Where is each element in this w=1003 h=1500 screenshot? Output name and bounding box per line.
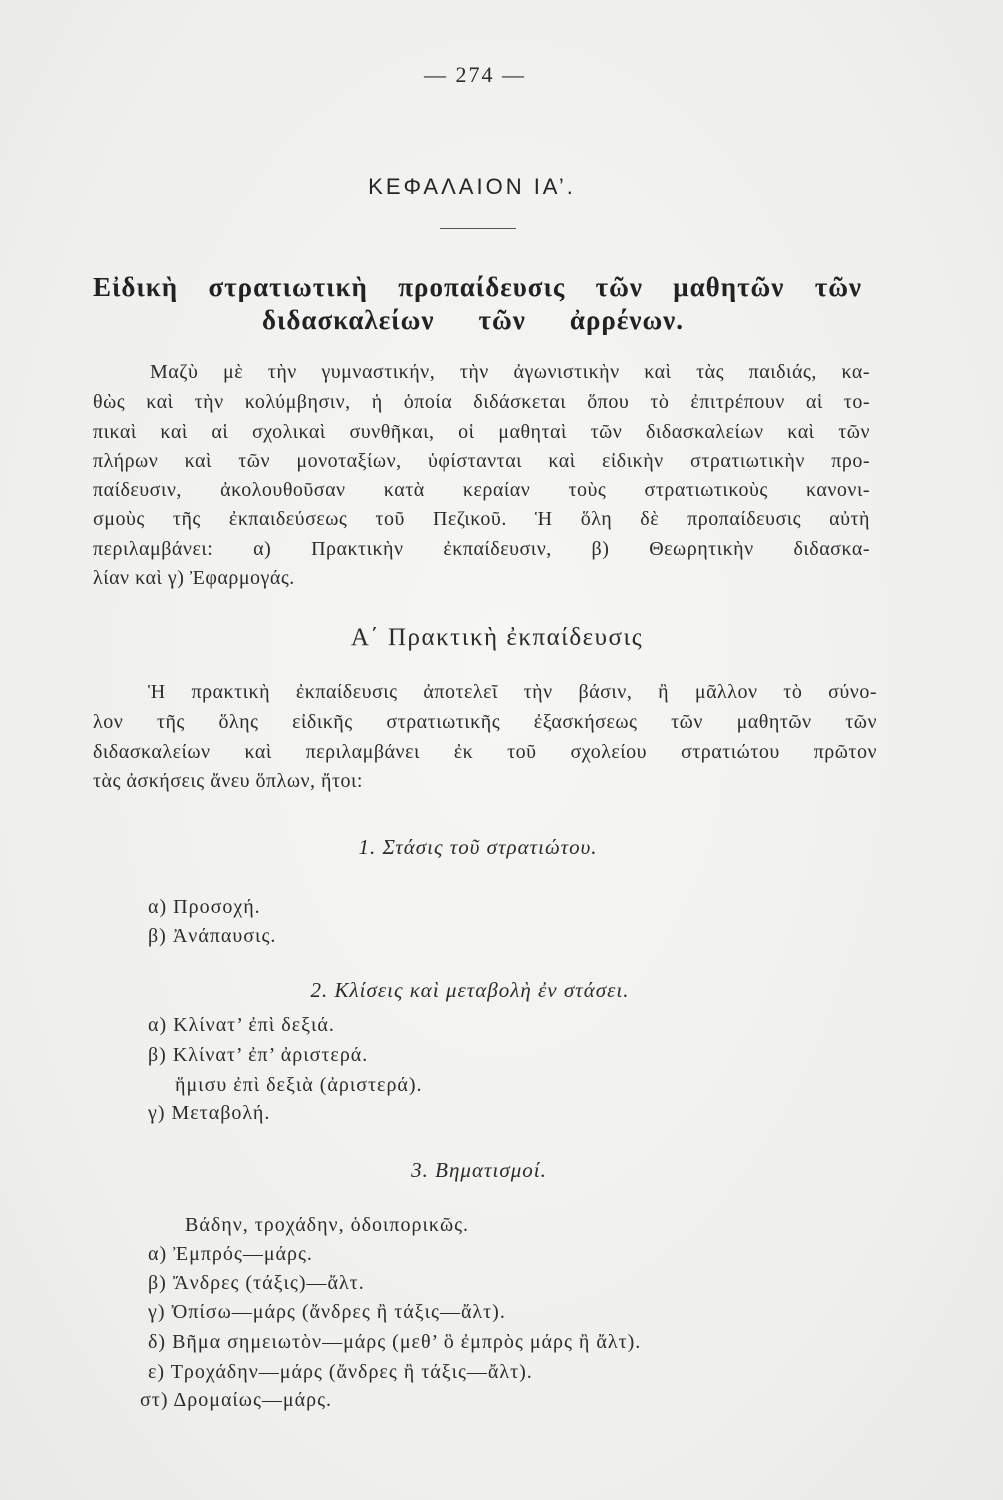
section-paragraph-line: λον τῆς ὅλης εἰδικῆς στρατιωτικῆς ἐξασκήσεως τῶν μαθητῶν τῶν	[93, 711, 877, 733]
intro-paragraph-line: πλήρων καὶ τῶν μονοταξίων, ὑφίστανται καὶ εἰδικὴν στρατιωτικὴν προ-	[93, 450, 870, 472]
list-item: γ) Μεταβολή.	[148, 1102, 271, 1124]
list-item: ἥμισυ ἐπὶ δεξιὰ (ἀριστερά).	[175, 1074, 423, 1096]
subsection-heading: 3. Βηματισμοί.	[411, 1158, 547, 1182]
intro-paragraph-line: σμοὺς τῆς ἐκπαιδεύσεως τοῦ Πεζικοῦ. Ἡ ὅλη δὲ προπαίδευσις αὐτὴ	[93, 508, 870, 530]
section-paragraph-line: διδασκαλείων καὶ περιλαμβάνει ἐκ τοῦ σχολείου στρατιώτου πρῶτον	[93, 741, 877, 763]
list-item: γ) Ὀπίσω—μάρς (ἄνδρες ἢ τάξις—ἄλτ).	[148, 1301, 506, 1323]
subsection-heading: 1. Στάσις τοῦ στρατιώτου.	[358, 835, 598, 859]
intro-paragraph-line: θὼς καὶ τὴν κολύμβησιν, ἡ ὁποία διδάσκεται ὅπου τὸ ἐπιτρέπουν αἱ το-	[93, 391, 870, 413]
list-item: δ) Βῆμα σημειωτὸν—μάρς (μεθ’ ὃ ἐμπρὸς μάρς ἢ ἄλτ).	[148, 1331, 642, 1353]
intro-paragraph-line: παίδευσιν, ἀκολουθοῦσαν κατὰ κεραίαν τοὺς στρατιωτικοὺς κανονι-	[93, 479, 870, 501]
intro-paragraph-line: πικαὶ καὶ αἱ σχολικαὶ συνθῆκαι, οἱ μαθηταὶ τῶν διδασκαλείων καὶ τῶν	[93, 421, 870, 443]
chapter-heading: ΚΕΦΑΛΑΙΟΝ ΙΑ’.	[368, 174, 576, 199]
list-item: α) Ἐμπρός—μάρς.	[148, 1243, 313, 1265]
section-heading: Α΄ Πρακτικὴ ἐκπαίδευσις	[350, 624, 644, 651]
heading-divider	[440, 228, 516, 229]
subsection-intro: Βάδην, τροχάδην, ὁδοιπορικῶς.	[185, 1214, 470, 1236]
chapter-title-line: Εἰδικὴ στρατιωτικὴ προπαίδευσις τῶν μαθητῶν τῶν	[93, 272, 862, 302]
intro-paragraph-line: λίαν καὶ γ) Ἐφαρμογάς.	[93, 567, 295, 589]
list-item: ε) Τροχάδην—μάρς (ἄνδρες ἢ τάξις—ἄλτ).	[148, 1361, 533, 1383]
list-item: β) Ἀνάπαυσις.	[148, 925, 277, 947]
intro-paragraph-line: Μαζὺ μὲ τὴν γυμναστικήν, τὴν ἀγωνιστικὴν καὶ τὰς παιδιάς, κα-	[150, 361, 870, 383]
intro-paragraph-line: περιλαμβάνει: α) Πρακτικὴν ἐκπαίδευσιν, β) Θεωρητικὴν διδασκα-	[93, 538, 870, 560]
list-item: α) Προσοχή.	[148, 896, 261, 918]
list-item: α) Κλίνατ’ ἐπὶ δεξιά.	[148, 1014, 335, 1036]
page-number: — 274 —	[424, 62, 526, 87]
list-item: στ) Δρομαίως—μάρς.	[140, 1389, 332, 1411]
chapter-title-line: διδασκαλείων τῶν ἀρρένων.	[262, 305, 684, 335]
section-paragraph-line: Ἡ πρακτικὴ ἐκπαίδευσις ἀποτελεῖ τὴν βάσιν, ἢ μᾶλλον τὸ σύνο-	[148, 681, 877, 703]
list-item: β) Κλίνατ’ ἐπ’ ἀριστερά.	[148, 1044, 369, 1066]
subsection-heading: 2. Κλίσεις καὶ μεταβολὴ ἐν στάσει.	[310, 978, 630, 1002]
section-paragraph-line: τὰς ἀσκήσεις ἄνευ ὅπλων, ἤτοι:	[93, 770, 363, 792]
list-item: β) Ἄνδρες (τάξις)—ἄλτ.	[148, 1272, 365, 1294]
